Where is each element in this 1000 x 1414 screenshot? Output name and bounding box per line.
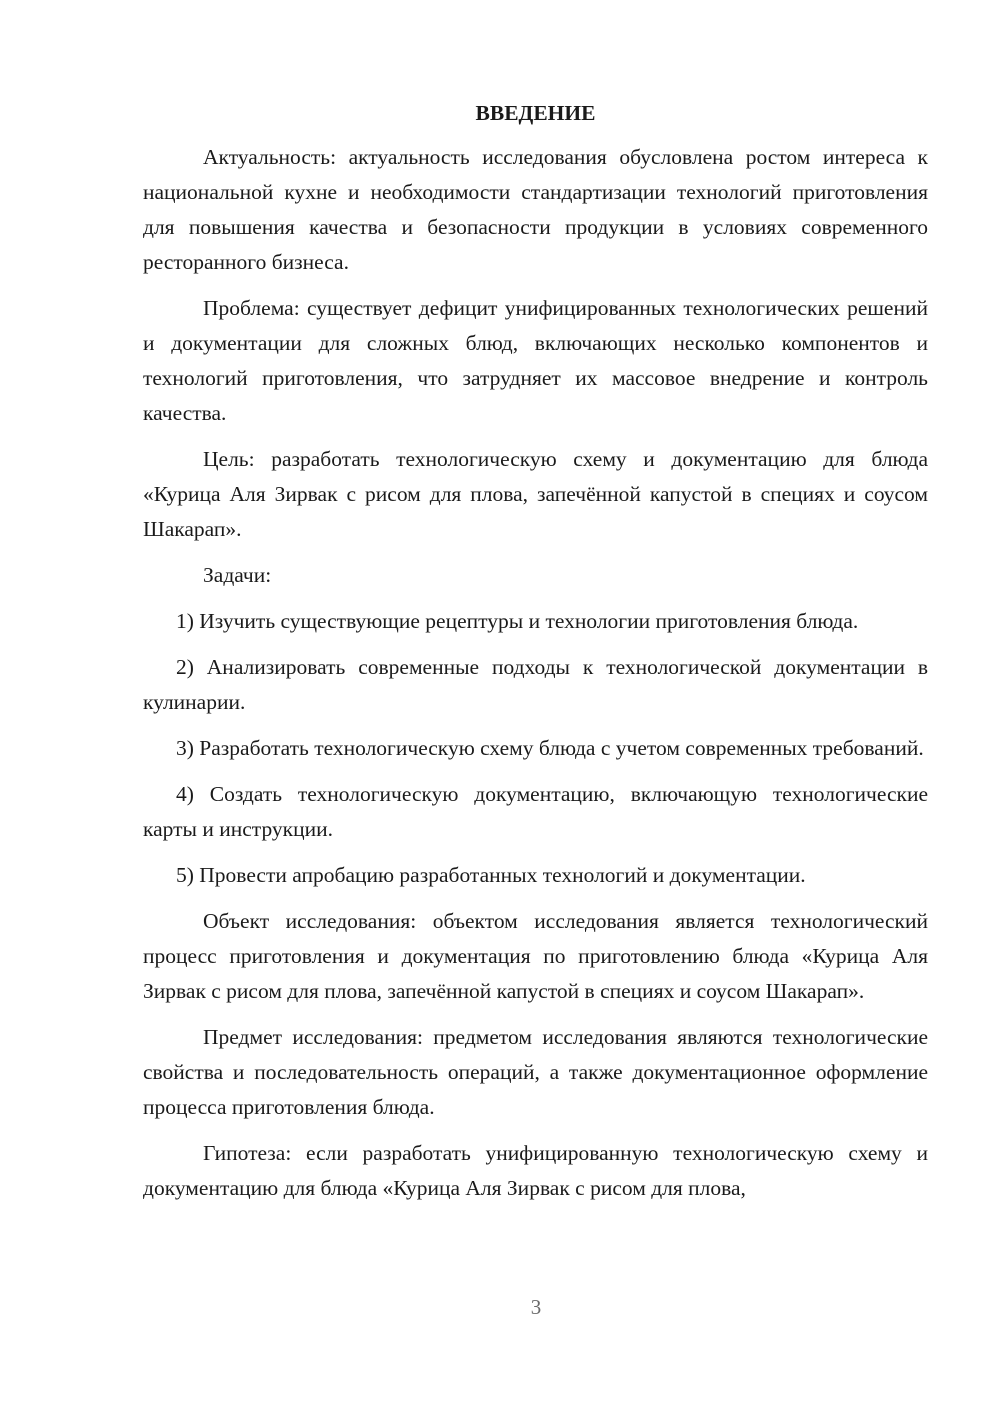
task-item-5: 5) Провести апробацию разработанных технологий и документации. [176,863,806,887]
paragraph-hypothesis: Гипотеза: если разработать унифицированную технологическую схему и документацию для блюда «Курица Аля Зирвак с рисом для плова, [143,1141,928,1200]
paragraph-goal: Цель: разработать технологическую схему и документацию для блюда «Курица Аля Зирвак с рисом для плова, запечённой капустой в специях и соусом Шакарап». [143,447,928,541]
page-number: 3 [530,1295,542,1319]
paragraph-relevance: Актуальность: актуальность исследования обусловлена ростом интереса к национальной кухне и необходимости стандартизации технологий приготовления для повышения качества и безопасности продукции в условиях современного ресторанного бизнеса. [143,145,928,274]
paragraph-tasks-heading: Задачи: [203,563,272,587]
task-item-3: 3) Разработать технологическую схему блюда с учетом современных требований. [176,736,924,760]
task-item-1: 1) Изучить существующие рецептуры и технологии приготовления блюда. [176,609,859,633]
task-item-2: 2) Анализировать современные подходы к технологической документации в кулинарии. [143,655,928,714]
paragraph-subject: Предмет исследования: предметом исследования являются технологические свойства и последовательность операций, а также документационное оформление процесса приготовления блюда. [143,1025,928,1119]
task-item-4: 4) Создать технологическую документацию, включающую технологические карты и инструкции. [143,782,928,841]
paragraph-object: Объект исследования: объектом исследования является технологический процесс приготовления и документация по приготовлению блюда «Курица Аля Зирвак с рисом для плова, запечённой капустой в специях и соусом Шакарап». [143,909,928,1003]
paragraph-problem: Проблема: существует дефицит унифицированных технологических решений и документации для сложных блюд, включающих несколько компонентов и технологий приготовления, что затрудняет их массовое внедрение и контроль качества. [143,296,928,425]
document-page [143,96,928,1217]
section-title: ВВЕДЕНИЕ [475,101,596,125]
